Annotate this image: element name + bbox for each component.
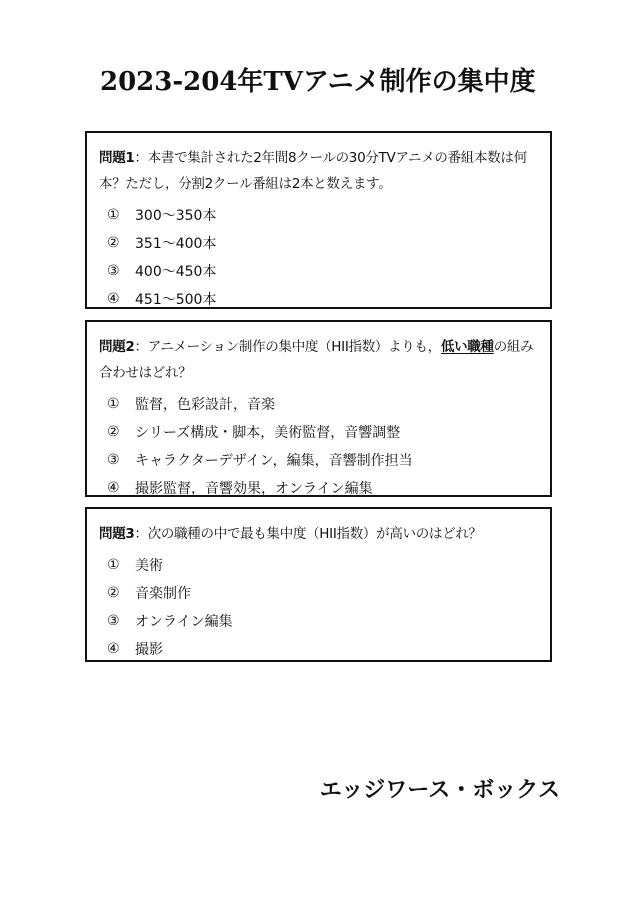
page-title: 2023-204年TVアニメ制作の集中度 bbox=[100, 67, 536, 97]
question-2-option-4[interactable] bbox=[99, 474, 540, 502]
question-1-options bbox=[99, 201, 540, 313]
question-2-body-after: の組み合わせはどれ？ bbox=[99, 339, 534, 381]
option-text: 351～400本 bbox=[135, 236, 217, 252]
option-text: 400～450本 bbox=[135, 264, 217, 280]
option-number: ③ bbox=[107, 263, 120, 279]
option-number: ① bbox=[107, 207, 120, 223]
question-3-options bbox=[99, 551, 540, 663]
option-number: ③ bbox=[107, 613, 120, 629]
question-1-body: 本書で集計された2年間8クールの30分TVアニメの番組本数は何本？ただし，分割2クール番組は2本と数えます。 bbox=[99, 150, 527, 192]
question-1-separator: ： bbox=[134, 150, 148, 166]
question-2-separator: ： bbox=[134, 339, 148, 355]
question-1-option-2[interactable] bbox=[99, 229, 540, 257]
question-3-option-4[interactable] bbox=[99, 635, 540, 663]
question-1-option-3[interactable] bbox=[99, 257, 540, 285]
question-3-separator: ： bbox=[134, 526, 148, 542]
question-2-option-3[interactable] bbox=[99, 446, 540, 474]
question-2-text bbox=[99, 334, 540, 386]
option-text: 監督，色彩設計，音楽 bbox=[135, 397, 275, 413]
question-2-option-2[interactable] bbox=[99, 418, 540, 446]
option-number: ② bbox=[107, 424, 120, 440]
option-text: 音楽制作 bbox=[135, 586, 191, 602]
option-number: ③ bbox=[107, 452, 120, 468]
question-1-box bbox=[85, 131, 552, 309]
option-text: 451～500本 bbox=[135, 292, 217, 308]
option-number: ④ bbox=[107, 480, 120, 496]
question-3-body: 次の職種の中で最も集中度（HII指数）が高いのはどれ？ bbox=[147, 526, 482, 542]
publisher-name: エッジワース・ボックス bbox=[319, 777, 560, 803]
option-text: 美術 bbox=[135, 558, 163, 574]
question-2-body-before: アニメーション制作の集中度（HII指数）よりも， bbox=[147, 339, 441, 355]
option-text: 撮影 bbox=[135, 642, 163, 658]
option-number: ④ bbox=[107, 641, 120, 657]
option-text: 300～350本 bbox=[135, 208, 217, 224]
question-2-box bbox=[85, 320, 552, 497]
question-3-option-1[interactable] bbox=[99, 551, 540, 579]
option-number: ② bbox=[107, 585, 120, 601]
option-number: ① bbox=[107, 557, 120, 573]
question-1-option-4[interactable] bbox=[99, 285, 540, 313]
question-1-option-1[interactable] bbox=[99, 201, 540, 229]
option-text: オンライン編集 bbox=[135, 614, 233, 630]
question-3-option-2[interactable] bbox=[99, 579, 540, 607]
question-3-text bbox=[99, 521, 540, 547]
question-2-label: 問題2 bbox=[99, 339, 135, 355]
option-number: ④ bbox=[107, 291, 120, 307]
question-1-label: 問題1 bbox=[99, 150, 135, 166]
question-2-option-1[interactable] bbox=[99, 390, 540, 418]
option-text: 撮影監督，音響効果，オンライン編集 bbox=[135, 481, 373, 497]
question-1-text bbox=[99, 145, 540, 197]
question-2-emphasis: 低い職種 bbox=[440, 339, 494, 355]
question-3-box bbox=[85, 507, 552, 662]
option-text: キャラクターデザイン，編集，音響制作担当 bbox=[135, 453, 413, 469]
option-number: ② bbox=[107, 235, 120, 251]
question-3-option-3[interactable] bbox=[99, 607, 540, 635]
option-number: ① bbox=[107, 396, 120, 412]
question-2-options bbox=[99, 390, 540, 502]
question-3-label: 問題3 bbox=[99, 526, 135, 542]
option-text: シリーズ構成・脚本，美術監督，音響調整 bbox=[135, 425, 401, 441]
